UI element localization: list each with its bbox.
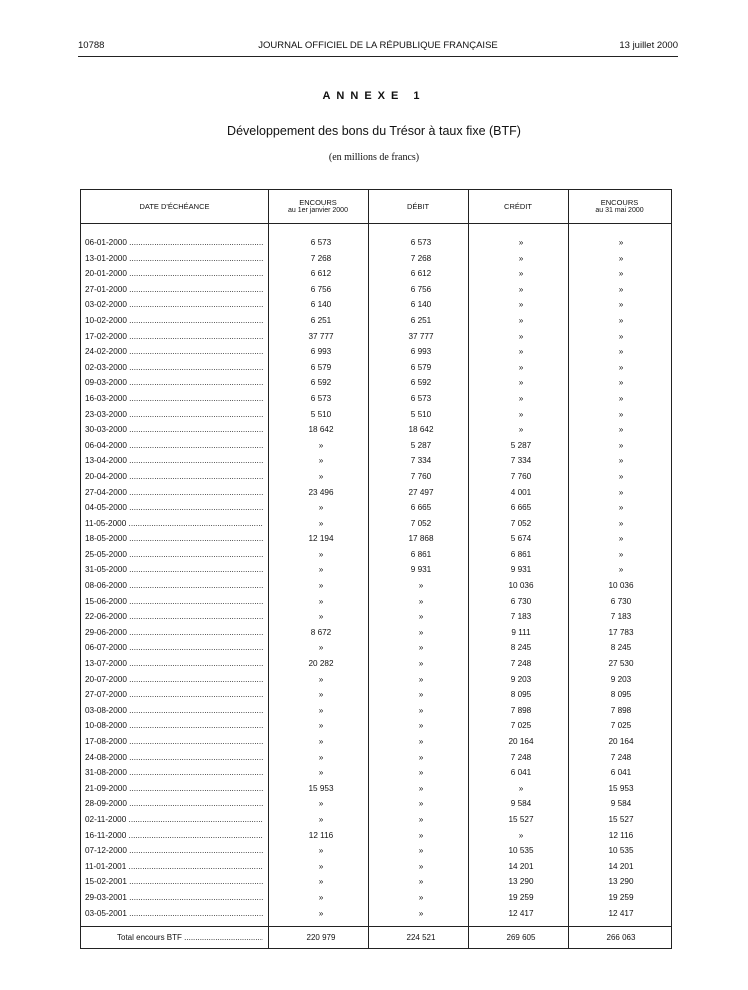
table-row	[81, 718, 671, 734]
cell-encours-start: »	[318, 581, 324, 591]
cell-debit: »	[418, 892, 424, 902]
cell-date: 08-06-2000 .....	[85, 578, 263, 594]
cell-encours-end: »	[618, 378, 624, 388]
cell-debit: »	[418, 596, 424, 606]
table-row	[81, 422, 671, 438]
table-row	[81, 625, 671, 641]
cell-date: 04-05-2000 .....	[85, 500, 263, 516]
cell-encours-end: 14 201	[608, 861, 634, 871]
cell-credit: 6 665	[510, 503, 532, 513]
table-row	[81, 594, 671, 610]
cell-encours-start: »	[318, 768, 324, 778]
table-row	[81, 391, 671, 407]
cell-date: 03-05-2001 .....	[85, 906, 263, 922]
document-subtitle: (en millions de francs)	[328, 152, 420, 163]
cell-date: 03-08-2000 .....	[85, 703, 263, 719]
cell-encours-start: 23 496	[308, 487, 334, 497]
table-row	[81, 687, 671, 703]
cell-encours-end: »	[618, 253, 624, 263]
cell-date: 31-08-2000 .....	[85, 765, 263, 781]
cell-debit: 7 760	[410, 471, 432, 481]
cell-encours-end: 9 584	[610, 799, 632, 809]
cell-encours-start: 12 116	[308, 830, 334, 840]
cell-encours-end: 19 259	[608, 892, 634, 902]
cell-debit: 6 665	[410, 503, 432, 513]
cell-encours-end: »	[618, 534, 624, 544]
cell-date: 27-01-2000 .....	[85, 282, 263, 298]
cell-debit: »	[418, 783, 424, 793]
table-row	[81, 500, 671, 516]
cell-encours-start: 15 953	[308, 783, 334, 793]
cell-debit: »	[418, 627, 424, 637]
cell-date: 13-07-2000 .....	[85, 656, 263, 672]
cell-encours-end: 7 183	[610, 612, 632, 622]
table-row	[81, 547, 671, 563]
cell-encours-end: 15 953	[608, 783, 634, 793]
header-credit: CRÉDIT	[504, 201, 532, 211]
cell-credit: 13 290	[508, 877, 534, 887]
cell-credit: 8 245	[510, 643, 532, 653]
cell-debit: 17 868	[408, 534, 434, 544]
cell-encours-end: »	[618, 393, 624, 403]
cell-date: 17-08-2000 .....	[85, 734, 263, 750]
table-row	[81, 235, 671, 251]
cell-encours-end: 27 530	[608, 659, 634, 669]
cell-credit: »	[518, 830, 524, 840]
total-encours-start: 220 979	[306, 933, 336, 942]
table-row	[81, 859, 671, 875]
cell-date: 11-05-2000 .....	[85, 516, 263, 532]
cell-encours-start: »	[318, 471, 324, 481]
cell-credit: »	[518, 378, 524, 388]
cell-date: 06-07-2000 .....	[85, 640, 263, 656]
cell-credit: 7 183	[510, 612, 532, 622]
table-row	[81, 313, 671, 329]
cell-credit: 10 036	[508, 581, 534, 591]
cell-date: 16-11-2000 .....	[85, 828, 263, 844]
cell-encours-start: 6 756	[310, 284, 332, 294]
cell-debit: 6 573	[410, 393, 432, 403]
cell-encours-start: »	[318, 752, 324, 762]
cell-encours-end: 13 290	[608, 877, 634, 887]
cell-credit: »	[518, 362, 524, 372]
table-row	[81, 765, 671, 781]
table-row	[81, 781, 671, 797]
table-row	[81, 375, 671, 391]
cell-debit: »	[418, 799, 424, 809]
cell-credit: 7 052	[510, 518, 532, 528]
cell-debit: »	[418, 690, 424, 700]
cell-encours-end: 12 417	[608, 908, 634, 918]
cell-encours-start: »	[318, 596, 324, 606]
table-row	[81, 360, 671, 376]
cell-date: 02-11-2000 .....	[85, 812, 263, 828]
cell-encours-end: »	[618, 471, 624, 481]
table-row	[81, 562, 671, 578]
cell-encours-start: 18 642	[308, 425, 334, 435]
cell-encours-start: »	[318, 721, 324, 731]
cell-credit: 6 730	[510, 596, 532, 606]
cell-debit: 6 592	[410, 378, 432, 388]
cell-credit: 12 417	[508, 908, 534, 918]
header-divider	[81, 223, 671, 224]
cell-encours-end: 12 116	[608, 830, 634, 840]
cell-credit: »	[518, 393, 524, 403]
cell-debit: 6 612	[410, 269, 432, 279]
table-row	[81, 469, 671, 485]
cell-debit: »	[418, 861, 424, 871]
cell-date: 13-04-2000 .....	[85, 453, 263, 469]
cell-date: 27-04-2000 .....	[85, 485, 263, 501]
cell-credit: »	[518, 409, 524, 419]
cell-encours-start: 6 251	[310, 315, 332, 325]
cell-encours-start: 20 282	[308, 659, 334, 669]
cell-date: 13-01-2000 .....	[85, 251, 263, 267]
cell-encours-end: 8 245	[610, 643, 632, 653]
cell-date: 02-03-2000 .....	[85, 360, 263, 376]
total-debit: 224 521	[406, 933, 436, 942]
table-row	[81, 672, 671, 688]
cell-date: 30-03-2000 .....	[85, 422, 263, 438]
cell-encours-end: »	[618, 503, 624, 513]
document-title: Développement des bons du Trésor à taux fixe (BTF)	[227, 124, 521, 138]
cell-credit: »	[518, 315, 524, 325]
cell-debit: 7 334	[410, 456, 432, 466]
cell-date: 20-01-2000 .....	[85, 266, 263, 282]
cell-encours-end: »	[618, 425, 624, 435]
cell-credit: »	[518, 284, 524, 294]
table-row	[81, 516, 671, 532]
cell-encours-end: »	[618, 300, 624, 310]
table-body	[81, 235, 671, 921]
table-row	[81, 531, 671, 547]
cell-credit: 14 201	[508, 861, 534, 871]
cell-encours-end: »	[618, 284, 624, 294]
total-row	[81, 929, 671, 947]
table-row	[81, 750, 671, 766]
cell-date: 15-02-2001 .....	[85, 874, 263, 890]
cell-credit: 7 248	[510, 752, 532, 762]
cell-encours-start: »	[318, 674, 324, 684]
cell-debit: »	[418, 846, 424, 856]
cell-debit: »	[418, 877, 424, 887]
cell-debit: 5 510	[410, 409, 432, 419]
cell-encours-start: »	[318, 440, 324, 450]
cell-encours-start: 8 672	[310, 627, 332, 637]
cell-debit: 6 140	[410, 300, 432, 310]
cell-credit: 19 259	[508, 892, 534, 902]
table-row	[81, 656, 671, 672]
cell-debit: »	[418, 612, 424, 622]
cell-credit: 9 584	[510, 799, 532, 809]
cell-encours-end: »	[618, 315, 624, 325]
cell-encours-end: 15 527	[608, 814, 634, 824]
cell-credit: »	[518, 238, 524, 247]
journal-title: JOURNAL OFFICIEL DE LA RÉPUBLIQUE FRANÇAISE	[258, 40, 498, 51]
cell-encours-start: 6 573	[310, 393, 332, 403]
cell-credit: 7 248	[510, 659, 532, 669]
cell-debit: 9 931	[410, 565, 432, 575]
cell-credit: »	[518, 300, 524, 310]
cell-credit: 4 001	[510, 487, 532, 497]
cell-date: 07-12-2000 .....	[85, 843, 263, 859]
cell-encours-start: »	[318, 690, 324, 700]
cell-date: 24-08-2000 .....	[85, 750, 263, 766]
cell-credit: 7 025	[510, 721, 532, 731]
cell-date: 29-03-2001 .....	[85, 890, 263, 906]
cell-credit: 7 334	[510, 456, 532, 466]
cell-date: 28-09-2000 .....	[85, 796, 263, 812]
cell-date: 10-08-2000 .....	[85, 718, 263, 734]
table-row	[81, 282, 671, 298]
cell-debit: 37 777	[408, 331, 434, 341]
page-header	[78, 38, 678, 57]
cell-debit: »	[418, 830, 424, 840]
cell-encours-start: »	[318, 799, 324, 809]
cell-encours-start: 6 573	[310, 238, 332, 247]
cell-debit: »	[418, 674, 424, 684]
cell-date: 20-07-2000 .....	[85, 672, 263, 688]
table-row	[81, 734, 671, 750]
cell-encours-end: 9 203	[610, 674, 632, 684]
total-credit: 269 605	[506, 933, 536, 942]
cell-encours-start: »	[318, 846, 324, 856]
cell-date: 10-02-2000 .....	[85, 313, 263, 329]
table-row	[81, 906, 671, 922]
cell-encours-start: »	[318, 549, 324, 559]
total-divider	[81, 926, 671, 927]
table-row	[81, 407, 671, 423]
table-row	[81, 828, 671, 844]
cell-encours-start: 7 268	[310, 253, 332, 263]
cell-encours-start: »	[318, 518, 324, 528]
cell-encours-start: »	[318, 503, 324, 513]
cell-debit: 5 287	[410, 440, 432, 450]
cell-date: 21-09-2000 .....	[85, 781, 263, 797]
cell-debit: »	[418, 643, 424, 653]
btf-table	[80, 189, 672, 949]
cell-debit: »	[418, 737, 424, 746]
cell-debit: »	[418, 908, 424, 918]
cell-credit: 15 527	[508, 814, 534, 824]
table-row	[81, 609, 671, 625]
header-date: DATE D'ÉCHÉANCE	[139, 201, 210, 211]
cell-date: 20-04-2000 .....	[85, 469, 263, 485]
cell-encours-end: 6 730	[610, 596, 632, 606]
cell-date: 22-06-2000 .....	[85, 609, 263, 625]
table-row	[81, 329, 671, 345]
cell-encours-end: »	[618, 331, 624, 341]
cell-credit: »	[518, 269, 524, 279]
cell-debit: »	[418, 768, 424, 778]
cell-debit: »	[418, 721, 424, 731]
cell-credit: 6 041	[510, 768, 532, 778]
table-row	[81, 251, 671, 267]
cell-encours-start: »	[318, 612, 324, 622]
cell-date: 23-03-2000 .....	[85, 407, 263, 423]
cell-debit: 27 497	[408, 487, 434, 497]
cell-encours-start: »	[318, 892, 324, 902]
cell-credit: 7 760	[510, 471, 532, 481]
table-row	[81, 874, 671, 890]
cell-encours-start: 37 777	[308, 331, 334, 341]
cell-date: 24-02-2000 .....	[85, 344, 263, 360]
cell-encours-start: »	[318, 705, 324, 715]
cell-credit: »	[518, 331, 524, 341]
cell-encours-end: 10 036	[608, 581, 634, 591]
cell-date: 27-07-2000 .....	[85, 687, 263, 703]
cell-encours-end: 6 041	[610, 768, 632, 778]
cell-credit: 9 111	[511, 627, 531, 637]
cell-credit: 9 931	[510, 565, 532, 575]
cell-encours-end: »	[618, 238, 624, 247]
cell-debit: 6 573	[410, 238, 432, 247]
cell-debit: 7 268	[410, 253, 432, 263]
cell-encours-end: »	[618, 362, 624, 372]
table-row	[81, 266, 671, 282]
cell-debit: 6 579	[410, 362, 432, 372]
cell-encours-end: »	[618, 487, 624, 497]
cell-encours-start: 6 993	[310, 347, 332, 357]
cell-encours-end: 7 898	[610, 705, 632, 715]
header-encours-end: ENCOURS au 31 mai 2000	[595, 197, 644, 214]
publication-date: 13 juillet 2000	[619, 40, 678, 51]
table-row	[81, 344, 671, 360]
cell-encours-start: 6 592	[310, 378, 332, 388]
header-encours-start: ENCOURS au 1er janvier 2000	[288, 197, 348, 214]
cell-encours-end: »	[618, 409, 624, 419]
cell-encours-end: »	[618, 549, 624, 559]
total-encours-end: 266 063	[606, 933, 636, 942]
cell-encours-start: 5 510	[310, 409, 332, 419]
cell-encours-start: »	[318, 565, 324, 575]
cell-encours-start: 6 612	[310, 269, 332, 279]
table-row	[81, 453, 671, 469]
cell-date: 03-02-2000 .....	[85, 297, 263, 313]
cell-encours-end: 8 095	[610, 690, 632, 700]
cell-credit: 6 861	[510, 549, 532, 559]
table-row	[81, 438, 671, 454]
cell-encours-start: »	[318, 737, 324, 746]
cell-date: 06-04-2000 .....	[85, 438, 263, 454]
cell-encours-start: 6 140	[310, 300, 332, 310]
cell-encours-start: »	[318, 814, 324, 824]
cell-encours-end: 7 248	[610, 752, 632, 762]
cell-encours-end: 17 783	[608, 627, 634, 637]
table-row	[81, 703, 671, 719]
cell-credit: 7 898	[510, 705, 532, 715]
cell-debit: 7 052	[410, 518, 432, 528]
cell-encours-end: 10 535	[608, 846, 634, 856]
cell-encours-end: »	[618, 456, 624, 466]
cell-debit: »	[418, 659, 424, 669]
cell-encours-end: 20 164	[608, 737, 634, 746]
cell-debit: »	[418, 705, 424, 715]
cell-debit: »	[418, 752, 424, 762]
cell-encours-start: »	[318, 861, 324, 871]
cell-credit: »	[518, 347, 524, 357]
cell-encours-start: 12 194	[308, 534, 334, 544]
cell-encours-end: »	[618, 269, 624, 279]
cell-date: 16-03-2000 .....	[85, 391, 263, 407]
table-row	[81, 578, 671, 594]
cell-credit: 5 674	[510, 534, 532, 544]
header-debit: DÉBIT	[406, 201, 430, 211]
total-label: Total encours BTF .....	[117, 929, 263, 947]
cell-debit: »	[418, 814, 424, 824]
cell-date: 11-01-2001 .....	[85, 859, 263, 875]
table-row	[81, 640, 671, 656]
cell-debit: »	[418, 581, 424, 591]
page-number: 10788	[78, 40, 105, 51]
cell-credit: 5 287	[510, 440, 532, 450]
cell-credit: 9 203	[510, 674, 532, 684]
table-row	[81, 796, 671, 812]
cell-credit: 10 535	[508, 846, 534, 856]
table-row	[81, 843, 671, 859]
cell-date: 06-01-2000 .....	[85, 235, 263, 251]
cell-encours-start: »	[318, 643, 324, 653]
cell-encours-end: »	[618, 518, 624, 528]
table-row	[81, 890, 671, 906]
cell-debit: 6 861	[410, 549, 432, 559]
cell-debit: 6 251	[410, 315, 432, 325]
cell-encours-end: »	[618, 440, 624, 450]
cell-date: 25-05-2000 .....	[85, 547, 263, 563]
cell-date: 15-06-2000 .....	[85, 594, 263, 610]
cell-debit: 18 642	[408, 425, 434, 435]
table-row	[81, 297, 671, 313]
cell-date: 17-02-2000 .....	[85, 329, 263, 345]
cell-date: 18-05-2000 .....	[85, 531, 263, 547]
cell-encours-start: 6 579	[310, 362, 332, 372]
cell-encours-start: »	[318, 456, 324, 466]
cell-encours-start: »	[318, 908, 324, 918]
cell-encours-end: »	[618, 565, 624, 575]
cell-credit: »	[518, 425, 524, 435]
cell-encours-end: »	[618, 347, 624, 357]
cell-encours-end: 7 025	[610, 721, 632, 731]
cell-credit: 20 164	[508, 737, 534, 746]
table-row	[81, 485, 671, 501]
cell-debit: 6 756	[410, 284, 432, 294]
cell-date: 09-03-2000 .....	[85, 375, 263, 391]
cell-credit: 8 095	[510, 690, 532, 700]
cell-date: 31-05-2000 .....	[85, 562, 263, 578]
cell-date: 29-06-2000 .....	[85, 625, 263, 641]
cell-credit: »	[518, 783, 524, 793]
cell-debit: 6 993	[410, 347, 432, 357]
table-row	[81, 812, 671, 828]
cell-encours-start: »	[318, 877, 324, 887]
cell-credit: »	[518, 253, 524, 263]
annexe-heading: ANNEXE 1	[322, 90, 426, 102]
